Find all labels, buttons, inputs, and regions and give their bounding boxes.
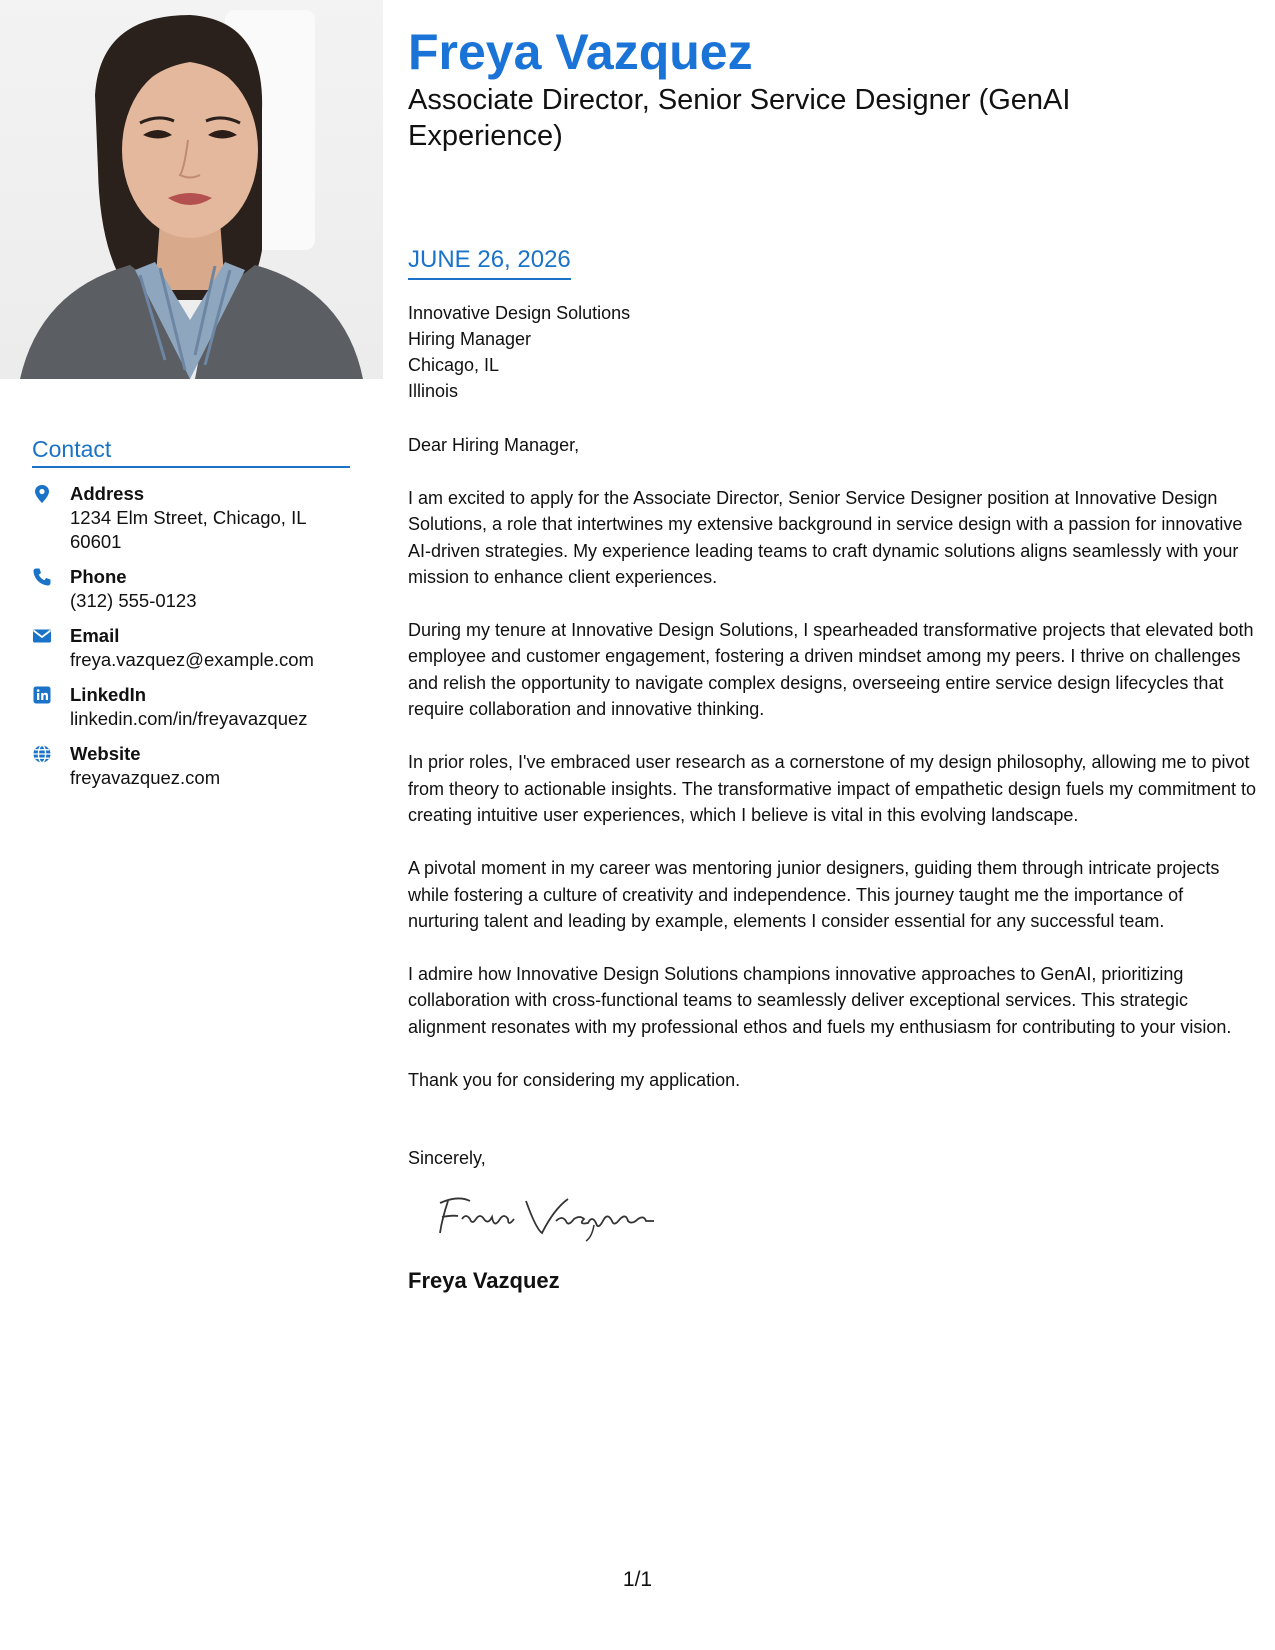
- body-paragraph: I am excited to apply for the Associate Director, Senior Service Designer position at Innovative Design Solutions, a role that intertwines my extensive background in service design with a passion for innovative AI-driven strategies. My experience leading teams to craft dynamic solutions aligns seamlessly with your mission to enhance client experiences.: [408, 488, 1243, 587]
- contact-label: Phone: [70, 566, 127, 587]
- recipient-state: Illinois: [408, 381, 459, 401]
- linkedin-icon: [32, 683, 70, 705]
- contact-value: (312) 555-0123: [70, 590, 197, 611]
- body-paragraph: In prior roles, I've embraced user research as a cornerstone of my design philosophy, allowing me to pivot from theory to actionable insights. The transformative impact of empathetic design fuels my commitment to creating intuitive user experiences, which I believe is vital in this evolving landscape.: [408, 752, 1257, 825]
- recipient-block: [408, 300, 1258, 404]
- envelope-icon: [32, 624, 70, 646]
- salutation: Dear Hiring Manager,: [408, 435, 580, 455]
- contact-linkedin: [32, 683, 350, 731]
- contact-label: Address: [70, 483, 145, 504]
- page-number: 1/1: [622, 1568, 653, 1591]
- contact-value: freya.vazquez@example.com: [70, 649, 314, 670]
- contact-label: Website: [70, 743, 141, 764]
- contact-value: freyavazquez.com: [70, 767, 221, 788]
- contact-phone: [32, 565, 350, 613]
- recipient-city: Chicago, IL: [408, 355, 500, 375]
- contact-value: 1234 Elm Street, Chicago, IL 60601: [70, 507, 306, 552]
- body-paragraph: A pivotal moment in my career was mentoring junior designers, guiding them through intricate projects while fostering a culture of creativity and independence. This journey taught me the importance of nurturing talent and leading by example, elements I consider essential for any successful team.: [408, 858, 1220, 931]
- body-paragraph: I admire how Innovative Design Solutions champions innovative approaches to GenAI, prioritizing collaboration with cross-functional teams to seamlessly deliver exceptional services. This strategic alignment resonates with my professional ethos and fuels my enthusiasm for contributing to your vision.: [408, 964, 1232, 1037]
- signer-name: Freya Vazquez: [408, 1268, 560, 1294]
- letter-date-block: [408, 245, 571, 280]
- letter-main: [408, 22, 1258, 1295]
- letter-date: JUNE 26, 2026: [408, 246, 571, 273]
- profile-photo: [0, 0, 383, 379]
- recipient-company: Innovative Design Solutions: [408, 303, 631, 323]
- closing: Sincerely,: [408, 1148, 486, 1169]
- portrait-illustration: [0, 0, 383, 379]
- recipient-contact: Hiring Manager: [408, 329, 532, 349]
- contact-value: linkedin.com/in/freyavazquez: [70, 708, 308, 729]
- applicant-name: Freya Vazquez: [408, 24, 753, 80]
- location-pin-icon: [32, 482, 70, 504]
- signature-drawing: [428, 1189, 668, 1245]
- body-paragraph: Thank you for considering my application.: [408, 1070, 741, 1091]
- job-title: Associate Director, Senior Service Designer (GenAI Experience): [408, 84, 1071, 152]
- contact-sidebar: [32, 436, 350, 801]
- contact-email: [32, 624, 350, 672]
- contact-website: [32, 742, 350, 790]
- globe-icon: [32, 742, 70, 764]
- contact-address: [32, 482, 350, 554]
- handwritten-signature: [428, 1189, 668, 1245]
- body-paragraph: During my tenure at Innovative Design Solutions, I spearheaded transformative projects that elevated both employee and customer engagement, fostering a driven mindset among my peers. I thrive on challenges and relish the opportunity to navigate complex designs, overseeing entire service design lifecycles that require collaboration and innovative thinking.: [408, 620, 1254, 720]
- phone-icon: [32, 565, 70, 587]
- contact-heading: Contact: [32, 436, 350, 468]
- contact-label: LinkedIn: [70, 684, 147, 705]
- contact-label: Email: [70, 625, 120, 646]
